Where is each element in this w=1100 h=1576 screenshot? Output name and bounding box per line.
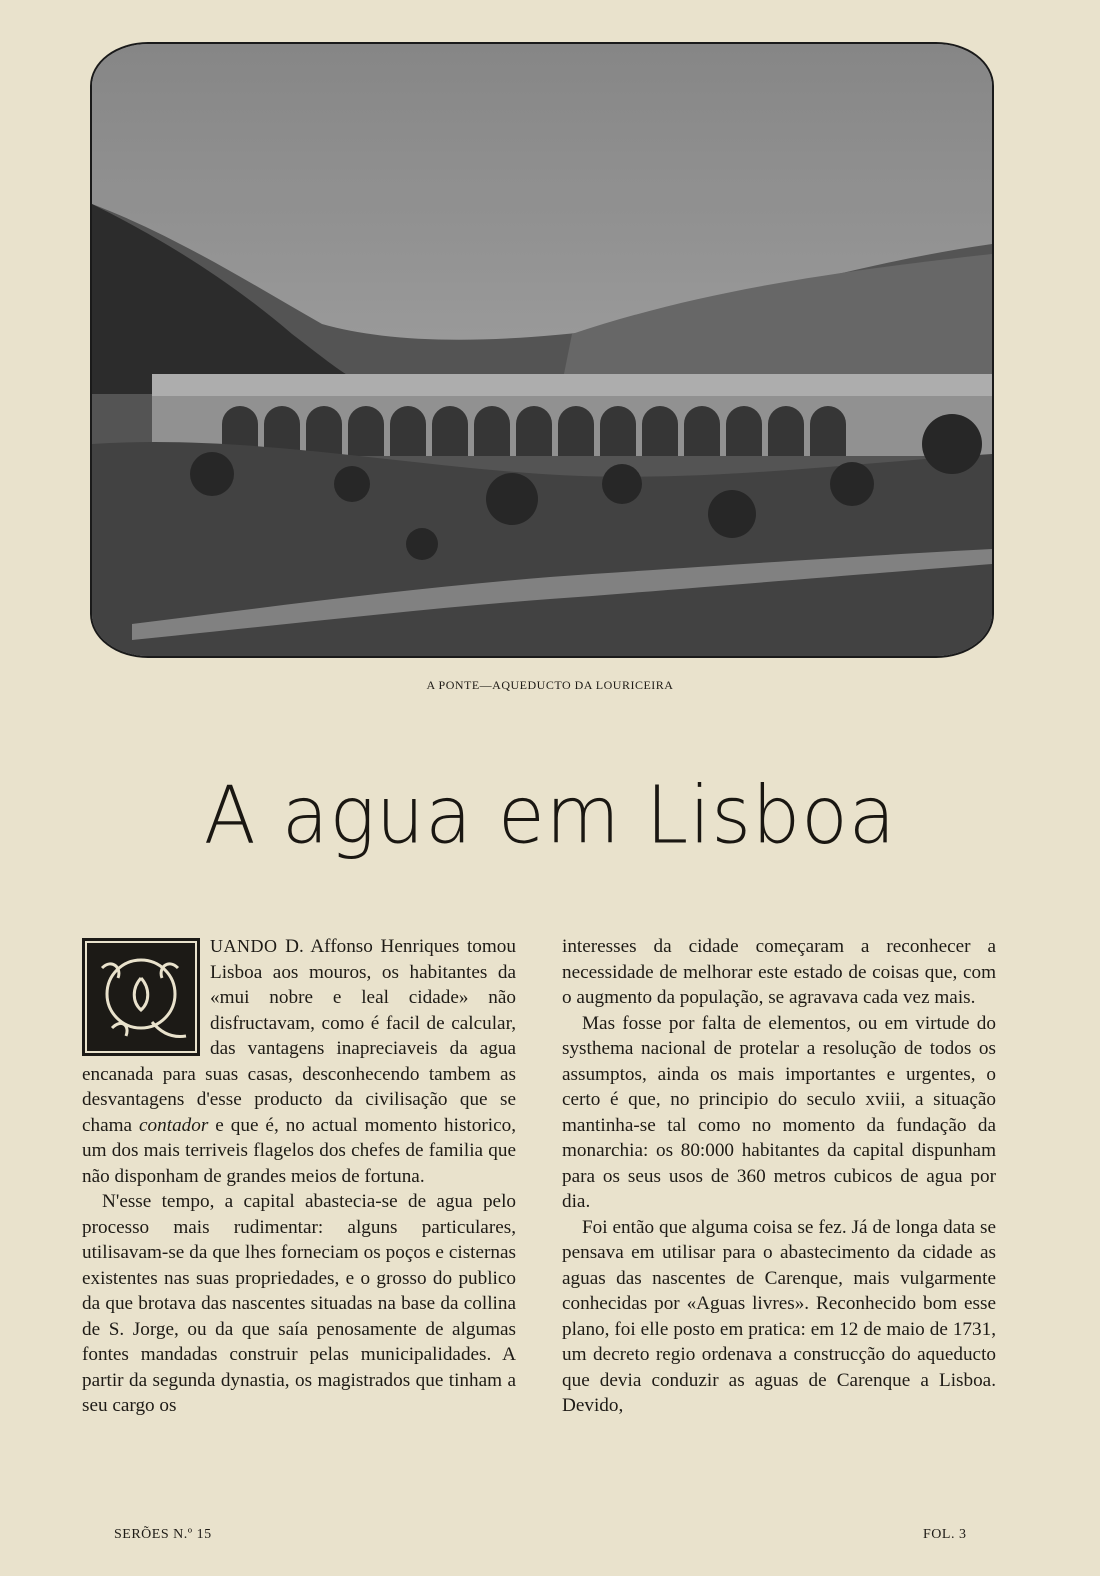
paragraph-4: Mas fosse por falta de elementos, ou em virtude do systhema nacional de protelar a resolução de todos os assumptos, ainda os mais importantes e urgentes, o certo é que, no principio do seculo xviii, a situação mantinha-se tal como no momento da fundação da monarchia: os 80:000 habitantes da capital dispunham para os seus usos de 360 metros cubicos de agua por dia. (562, 1012, 996, 1212)
footer-issue: SERÕES N.º 15 (114, 1527, 212, 1542)
footer-folio: FOL. 3 (923, 1527, 967, 1542)
italic-term: contador (139, 1114, 209, 1136)
paragraph-1 (82, 934, 516, 1189)
left-column (82, 934, 516, 1419)
paragraph-3: interesses da cidade começaram a reconhecer a necessidade de melhorar este estado de coisas que, com o augmento da população, se agravava cada vez mais. (562, 936, 996, 1008)
aqueduct-photo-illustration (92, 44, 992, 656)
paragraph-2: N'esse tempo, a capital abastecia-se de agua pelo processo mais rudimentar: alguns particulares, utilisavam-se da que lhes forneciam os poços e cisternas existentes nas suas propriedades, e o grosso do publico da que brotava das nascentes situadas na base da collina de S. Jorge, ou da que saía penosamente de algumas fontes mandadas construir pelas municipalidades. A partir da segunda dynastia, os magistrados que tinham a seu cargo os (82, 1191, 516, 1416)
paragraph-5: Foi então que alguma coisa se fez. Já de longa data se pensava em utilisar para o abastecimento da cidade as aguas das nascentes de Carenque, mais vulgarmente conhecidas por «Aguas livres». Reconhecido bom esse plano, foi elle posto em pratica: em 12 de maio de 1731, um decreto regio ordenava a construcção do aqueducto que devia conduzir as aguas de Carenque a Lisboa. Devido, (562, 1216, 996, 1416)
aqueduct-photo (90, 42, 994, 658)
ornamental-dropcap-icon (82, 938, 200, 1056)
photo-caption: A PONTE—AQUEDUCTO DA LOURICEIRA (426, 678, 674, 692)
article-title: A agua em Lisboa (203, 767, 897, 862)
opening-small-caps: UANDO (210, 936, 278, 956)
right-column (562, 934, 996, 1419)
paragraph-1-tail: e que é, no actual momento historico, um dos mais terriveis flagelos dos chefes de familia que não disponham de grandes meios de fortuna. (82, 1114, 516, 1187)
dropcap-ornament (82, 938, 200, 1056)
paragraph-1-text: D. Affonso Henriques tomou Lisboa aos mouros, os habitantes da «mui nobre e leal cidade» não disfructavam, como é facil de calcular, das vantagens inapreciaveis da agua encanada para suas casas, desconhecendo tambem as desvantagens d'esse producto da civilisação que se chama (82, 936, 516, 1136)
